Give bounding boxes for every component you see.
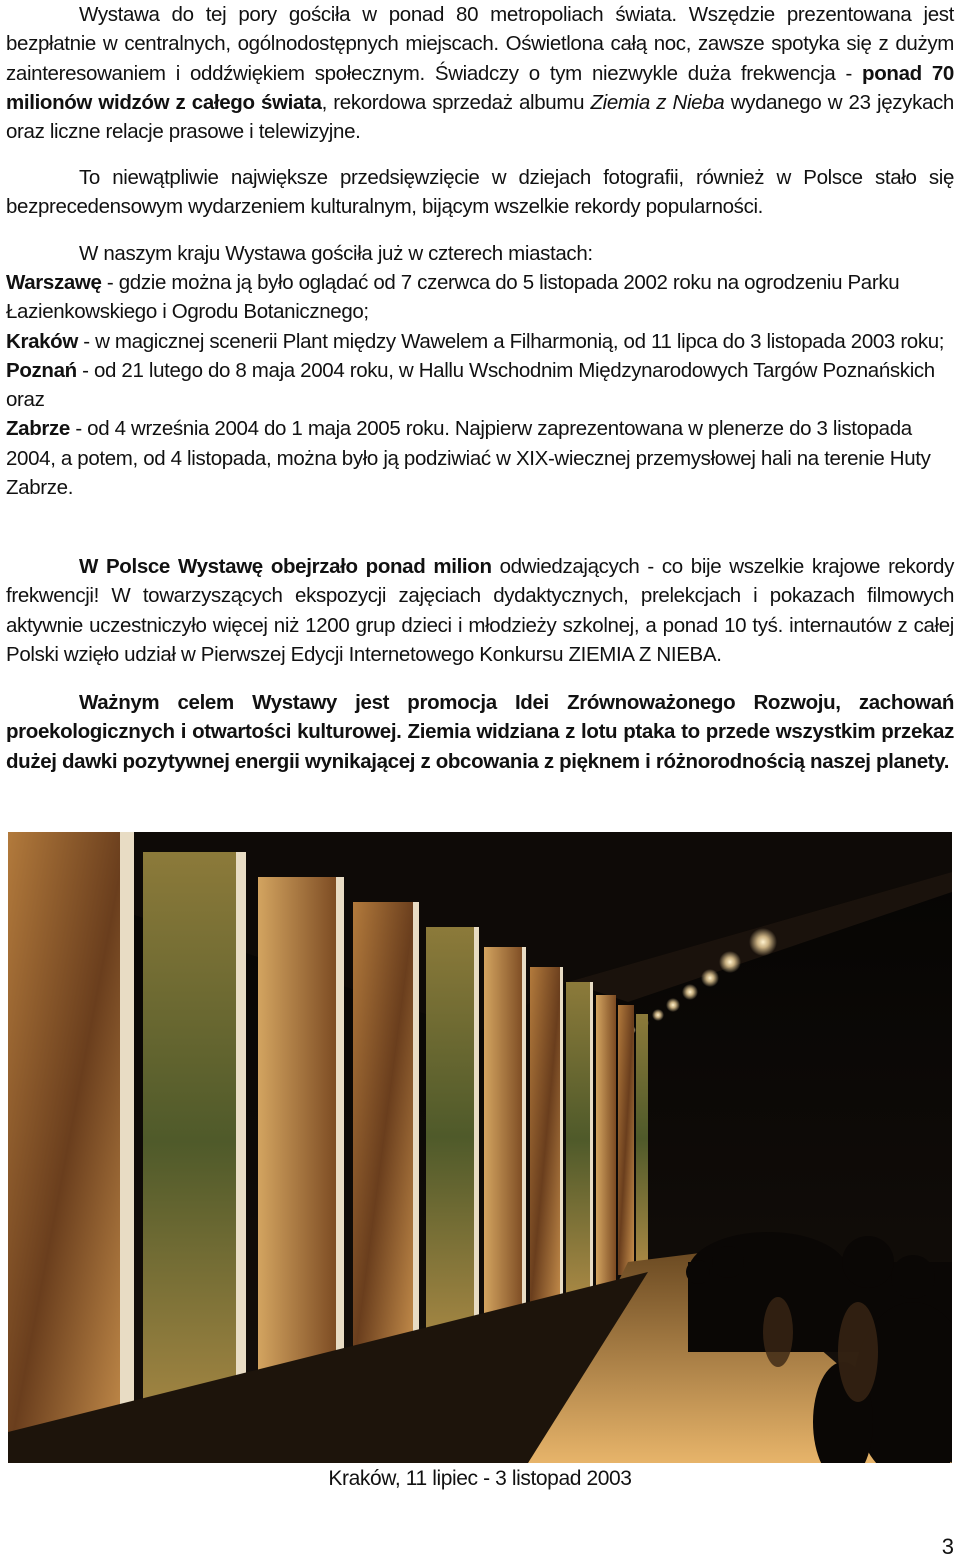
paragraph-cities-intro: W naszym kraju Wystawa gościła już w czterech miastach: xyxy=(79,242,593,265)
p1-album-title: Ziemia z Nieba xyxy=(590,90,725,114)
p5-bold-goal: Ważnym celem Wystawy jest promocja Idei Zrównoważonego Rozwoju, zachowań proekologicznych i otwartości kulturowej. Ziemia widziana z lotu ptaka to przede wszystkim przekaz dużej dawki pozytywnej energii wynikającej z obcowania z pięknem i różnorodnością naszej planety. xyxy=(6,691,954,773)
paragraph-biggest-undertaking: To niewątpliwie największe przedsięwzięcie w dziejach fotografii, również w Polsce stało się bezprecedensowym wydarzeniem kulturalnym, bijącym wszelkie rekordy popularności. xyxy=(6,166,954,219)
city-poznan-name: Poznań xyxy=(6,358,77,382)
paragraph-exhibition-intro xyxy=(6,0,954,146)
city-krakow-text: - w magicznej scenerii Plant między Wawelem a Filharmonią, od 11 lipca do 3 listopada 2003 roku; xyxy=(77,329,945,353)
photo-caption: Kraków, 11 lipiec - 3 listopad 2003 xyxy=(328,1467,632,1490)
paragraph-sustainable-goal xyxy=(6,688,954,776)
city-poznan-text: - od 21 lutego do 8 maja 2004 roku, w Hallu Wschodnim Międzynarodowych Targów Poznańskich oraz xyxy=(6,358,935,412)
paragraph-poland-visitors xyxy=(6,552,954,669)
page-number: 3 xyxy=(941,1534,954,1559)
photo-illustration xyxy=(8,832,952,1463)
p4-text: odwiedzających - co bije wszelkie krajowe rekordy frekwencji! W towarzyszących ekspozycji zajęciach dydaktycznych, prelekcjach i pokazach filmowych aktywnie uczestniczyło więcej niż 1200 grup dzieci i młodzieży szkolnej, a ponad 10 tyś. internautów z całej Polski wzięło udział w Pierwszej Edycji Internetowego Konkursu ZIEMIA Z NIEBA. xyxy=(6,555,954,666)
city-warszawa-name: Warszawę xyxy=(6,271,102,294)
p1-text-c: wydanego w 23 językach oraz liczne relacje prasowe i telewizyjne. xyxy=(6,90,954,144)
cities-list xyxy=(6,268,954,502)
paragraph-cities-intro-wrap xyxy=(6,239,593,268)
city-zabrze-name: Zabrze xyxy=(6,417,70,441)
exhibition-night-photo xyxy=(8,832,952,1463)
p1-text-b: , rekordowa sprzedaż albumu xyxy=(321,90,591,114)
city-zabrze xyxy=(6,414,954,502)
city-poznan xyxy=(6,356,954,415)
city-krakow-name: Kraków xyxy=(6,329,78,353)
city-warszawa xyxy=(6,268,954,327)
p1-text-a: Wystawa do tej pory gościła w ponad 80 metropoliach świata. Wszędzie prezentowana jest bezpłatnie w centralnych, ogólnodostępnych miejscach. Oświetlona całą noc, zawsze spotyka się z dużym zainteresowaniem i oddźwiękiem społecznym. Świadczy o tym niezwykle duża frekwencja - xyxy=(6,3,954,85)
p4-bold-million: W Polsce Wystawę obejrzało ponad milion xyxy=(79,555,492,578)
city-zabrze-text: - od 4 września 2004 do 1 maja 2005 roku. Najpierw zaprezentowana w plenerze do 3 listopada 2004, a potem, od 4 listopada, można było ją podziwiać w XIX-wiecznej przemysłowej hali na terenie Huty Zabrze. xyxy=(6,417,931,500)
city-krakow xyxy=(6,327,954,356)
city-warszawa-text: - gdzie można ją było oglądać od 7 czerwca do 5 listopada 2002 roku na ogrodzeniu Parku Łazienkowskiego i Ogrodu Botanicznego; xyxy=(6,271,900,324)
p1-bold-viewers: ponad 70 milionów widzów z całego świata xyxy=(6,61,954,114)
